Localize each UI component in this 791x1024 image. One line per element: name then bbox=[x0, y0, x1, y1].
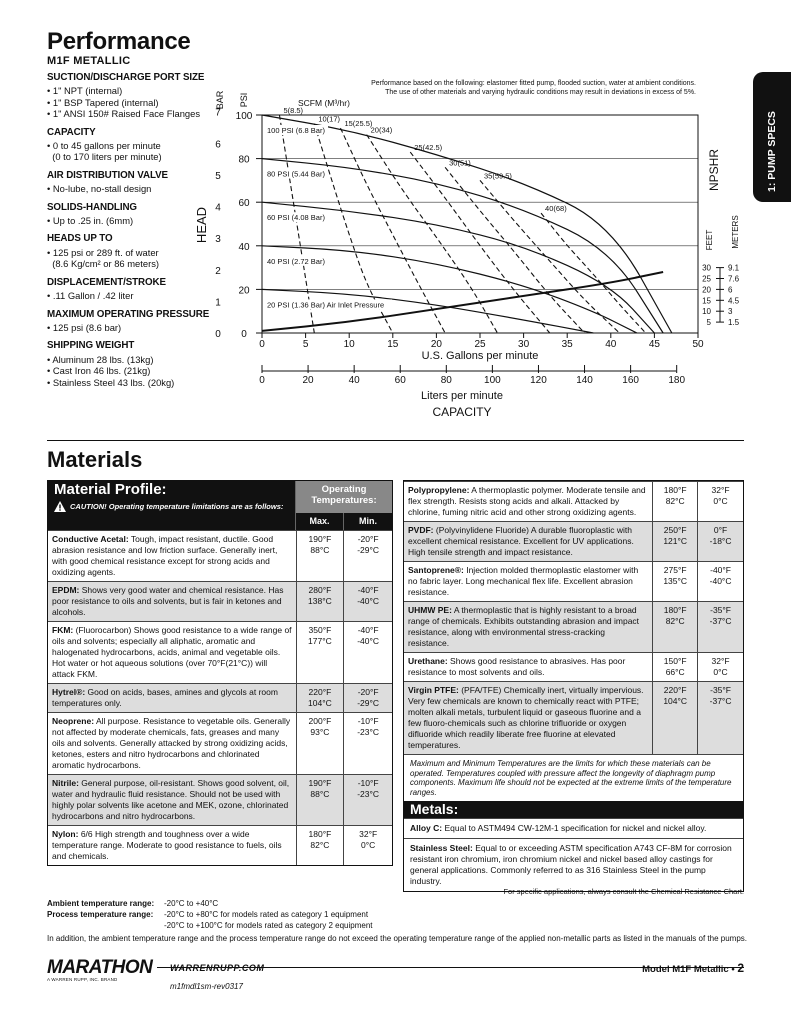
material-profile-table-continued bbox=[403, 480, 744, 892]
marathon-logo[interactable] bbox=[47, 958, 157, 980]
process-label: Process temperature range: bbox=[47, 910, 154, 919]
material-description bbox=[48, 684, 297, 712]
npshr-meters-label: 4.5 bbox=[728, 296, 740, 306]
max-temp: 250°F 121°C bbox=[653, 522, 698, 561]
material-row bbox=[48, 530, 392, 581]
material-name: FKM: bbox=[52, 625, 74, 635]
max-temp: 220°F 104°C bbox=[297, 684, 345, 712]
spec-heading: DISPLACEMENT/STROKE bbox=[47, 276, 166, 288]
npshr-meters-label: 3 bbox=[728, 307, 733, 317]
material-text: (PFA/TFE) Chemically inert, virtually impervious. Very few chemicals are known to chemically react with PTFE; molten alkali metals, turbulent liquid or gaseous fluorine and a few fluoro-chemicals such as chlorine trifluoride or oxygen difluoride which readily liberate free fluorine at elevated temperatures. bbox=[408, 685, 644, 750]
scfm-curve bbox=[541, 213, 646, 333]
material-description bbox=[404, 482, 653, 521]
meters-label: METERS bbox=[731, 215, 740, 249]
spec-line: • 125 psi or 289 ft. of water bbox=[47, 246, 159, 258]
material-text: General purpose, oil-resistant. Shows good solvent, oil, water and hydraulic fluid resistance. Should not be used with highly polar solvents like acetone and MEK, ozone, chlorinated hydrocarbons and nitro hydrocarbons. bbox=[52, 778, 290, 821]
bar-tick-label: 3 bbox=[215, 234, 221, 246]
material-row bbox=[404, 521, 743, 561]
materials-title: Materials bbox=[47, 447, 143, 472]
pressure-curve-label: 60 PSI (4.08 Bar) bbox=[267, 213, 325, 223]
process-value-2: -20°C to +100°C for models rated as category 2 equipment bbox=[164, 921, 373, 930]
capacity-label: CAPACITY bbox=[432, 405, 492, 419]
min-temp: 32°F 0°C bbox=[359, 829, 378, 850]
spec-line: • Cast Iron 46 lbs. (21kg) bbox=[47, 365, 151, 377]
max-temp: 150°F 66°C bbox=[653, 653, 698, 681]
psi-tick-label: 80 bbox=[238, 154, 250, 166]
material-row bbox=[404, 481, 743, 521]
psi-tick-label: 60 bbox=[238, 198, 250, 210]
material-name: Polypropylene: bbox=[408, 485, 470, 495]
gpm-tick-label: 40 bbox=[605, 339, 617, 350]
spec-line: • .11 Gallon / .42 liter bbox=[47, 290, 134, 302]
material-row bbox=[48, 774, 392, 825]
npshr-meters-label: 1.5 bbox=[728, 318, 740, 328]
operating-temps-header: Operating Temperatures: bbox=[296, 481, 392, 513]
max-temp: 180°F 82°C bbox=[653, 482, 698, 521]
page-subtitle: M1F METALLIC bbox=[47, 55, 131, 67]
pressure-curve-label: 40 PSI (2.72 Bar) bbox=[267, 256, 325, 266]
gpm-tick-label: 15 bbox=[387, 339, 399, 350]
scfm-curve-label: 20(34) bbox=[370, 125, 393, 135]
max-temp: 180°F 82°C bbox=[297, 826, 345, 865]
head-axis-label: HEAD bbox=[194, 206, 209, 244]
revision-code: m1fmdl1sm-rev0317 bbox=[170, 982, 243, 991]
material-row bbox=[404, 652, 743, 681]
npshr-meters-label: 9.1 bbox=[728, 263, 740, 273]
material-text: 6/6 High strength and toughness over a wide temperature range. Moderate to good resistance to fuels, oils and chemicals. bbox=[52, 829, 282, 861]
max-temp: 190°F 88°C bbox=[297, 775, 345, 825]
metal-row bbox=[404, 838, 743, 891]
spec-heading: SUCTION/DISCHARGE PORT SIZE bbox=[47, 72, 205, 83]
gpm-axis-label: U.S. Gallons per minute bbox=[421, 350, 539, 362]
material-name: PVDF: bbox=[408, 525, 434, 535]
metal-text: Equal to or exceeding ASTM specification A743 CF-8M for corrosion resistant iron chromium, iron chromium nickel and nickel based alloy castings for general applications. Commonly referred to as 316 Stainless Steel in the pump industry. bbox=[410, 843, 732, 886]
min-temp: -40°F -40°C bbox=[357, 585, 380, 606]
bar-tick-label: 6 bbox=[215, 139, 221, 151]
pressure-curve-label: 100 PSI (6.8 Bar) bbox=[267, 126, 325, 135]
psi-tick-label: 100 bbox=[235, 111, 253, 122]
min-temp: -20°F -29°C bbox=[357, 534, 380, 555]
psi-tick-label: 40 bbox=[238, 241, 250, 253]
material-name: Urethane: bbox=[408, 656, 448, 666]
material-text: (Polyvinylidene Fluoride) A durable fluoroplastic with excellent chemical resistance. Excellent for UV applications. High tensile strength and impact resistance. bbox=[408, 525, 634, 557]
metal-name: Alloy C: bbox=[410, 823, 443, 833]
material-text: All purpose. Resistance to vegetable oils. Generally not affected by moderate chemicals, fats, greases and many oils and solvents. Generally attacked by strong oxidizing acids, ketones, esters and nitro hydrocarbons and chlorinated aromatic hydrocarbons. bbox=[52, 716, 291, 770]
material-name: Hytrel®: bbox=[52, 687, 86, 697]
metal-row bbox=[404, 818, 743, 838]
min-temp: -10°F -23°C bbox=[357, 778, 380, 799]
min-temp: 32°F 0°C bbox=[711, 485, 730, 506]
bar-tick-label: 5 bbox=[215, 170, 221, 182]
lpm-tick-label: 120 bbox=[530, 375, 547, 386]
bar-tick-label: 7 bbox=[215, 107, 221, 119]
gpm-tick-label: 25 bbox=[474, 339, 486, 350]
scfm-curve-label: 5(8.5) bbox=[283, 106, 304, 115]
spec-line: • 1" NPT (internal) bbox=[47, 85, 123, 97]
performance-chart bbox=[190, 70, 750, 430]
material-row bbox=[48, 581, 392, 621]
material-name: Neoprene: bbox=[52, 716, 95, 726]
scfm-curve-label: 10(17) bbox=[318, 114, 341, 124]
material-text: A thermoplastic that is highly resistant to a broad range of chemicals. Exhibits outstanding abrasion and impact resistance, along with environmental stress-cracking resistance. bbox=[408, 605, 640, 648]
material-text: (Fluorocarbon) Shows good resistance to a wide range of oils and solvents; especially all aliphatic, aromatic and halogenated hydrocarbons, acids, animal and vegetable oils. Hot water or hot aqueous solutions (over 70°F(21°C)) will attack FKM. bbox=[52, 625, 292, 679]
material-row bbox=[48, 825, 392, 865]
scfm-curve-label: 15(25.5) bbox=[344, 119, 373, 129]
min-temp: -40°F -40°C bbox=[357, 625, 380, 646]
ambient-value: -20°C to +40°C bbox=[164, 899, 219, 908]
material-text: Injection molded thermoplastic elastomer with no fabric layer. Long mechanical flex life. Excellent abrasion resistance. bbox=[408, 565, 639, 597]
spec-line: • Stainless Steel 43 lbs. (20kg) bbox=[47, 376, 175, 388]
max-temp: 180°F 82°C bbox=[653, 602, 698, 652]
bar-tick-label: 4 bbox=[215, 202, 221, 214]
max-temp: 280°F 138°C bbox=[297, 582, 345, 621]
process-value-1: -20°C to +80°C for models rated as category 1 equipment bbox=[164, 910, 369, 919]
spec-heading: SHIPPING WEIGHT bbox=[47, 340, 135, 352]
spec-heading: CAPACITY bbox=[47, 126, 96, 138]
min-temp: -40°F -40°C bbox=[709, 565, 732, 586]
material-text: Tough, impact resistant, ductile. Good abrasion resistance and low friction surface. Generally inert, with good chemical resistance except for strong acids and oxidizing agents. bbox=[52, 534, 278, 577]
npshr-feet-label: 5 bbox=[706, 318, 711, 328]
spec-line: • 0 to 45 gallons per minute bbox=[47, 140, 161, 152]
spec-line: • 1" BSP Tapered (internal) bbox=[47, 96, 159, 108]
scfm-curve-label: 30(51) bbox=[449, 158, 471, 168]
gpm-tick-label: 30 bbox=[518, 339, 530, 350]
material-text: Good on acids, bases, amines and glycols at room temperatures only. bbox=[52, 687, 278, 708]
material-description bbox=[404, 522, 653, 561]
gpm-tick-label: 45 bbox=[648, 339, 660, 350]
material-row bbox=[404, 561, 743, 601]
spec-heading: HEADS UP TO bbox=[47, 233, 113, 245]
material-description bbox=[48, 622, 297, 683]
scfm-label: SCFM (M³/hr) bbox=[298, 98, 350, 108]
material-profile-header bbox=[48, 481, 392, 530]
min-header: Min. bbox=[359, 516, 377, 526]
material-row bbox=[48, 683, 392, 712]
lpm-tick-label: 0 bbox=[259, 375, 265, 386]
material-text: Shows good resistance to abrasives. Has poor resistance to most solvents and oils. bbox=[408, 656, 626, 677]
website-link[interactable]: WARRENRUPP.COM bbox=[170, 963, 265, 973]
lpm-tick-label: 20 bbox=[302, 375, 314, 386]
npshr-label: NPSHR bbox=[707, 148, 721, 192]
psi-tick-label: 0 bbox=[241, 329, 247, 340]
max-temp: 275°F 135°C bbox=[653, 562, 698, 601]
gpm-tick-label: 50 bbox=[692, 339, 704, 350]
logo-word: MARATHON bbox=[47, 957, 153, 978]
metals-title: Metals: bbox=[404, 801, 743, 818]
gpm-tick-label: 5 bbox=[302, 339, 309, 350]
material-description bbox=[48, 775, 297, 825]
spec-line: • No-lube, no-stall design bbox=[47, 183, 152, 195]
lpm-tick-label: 80 bbox=[440, 375, 452, 386]
min-temp: -20°F -29°C bbox=[357, 687, 380, 708]
material-text: Shows very good water and chemical resistance. Has poor resistance to oils and solvents, but is fair in ketones and alcohols. bbox=[52, 585, 284, 617]
max-temp: 220°F 104°C bbox=[653, 682, 698, 754]
min-temp: 0°F -18°C bbox=[709, 525, 732, 546]
material-row bbox=[48, 712, 392, 774]
max-temp: 350°F 177°C bbox=[297, 622, 345, 683]
min-temp: -35°F -37°C bbox=[709, 605, 732, 626]
spec-line: (8.6 Kg/cm² or 86 meters) bbox=[47, 258, 160, 270]
chart-note-1: Performance based on the following: elastomer fitted pump, flooded suction, water at ambient conditions. bbox=[371, 80, 696, 87]
bar-tick-label: 2 bbox=[215, 265, 221, 277]
lpm-tick-label: 60 bbox=[394, 375, 406, 386]
spec-heading: MAXIMUM OPERATING PRESSURE bbox=[47, 308, 210, 320]
spec-line: (0 to 170 liters per minute) bbox=[47, 151, 162, 163]
material-row bbox=[48, 621, 392, 683]
lpm-tick-label: 160 bbox=[622, 375, 639, 386]
material-description bbox=[404, 602, 653, 652]
model-label: Model M1F Metallic • bbox=[642, 964, 738, 975]
material-description bbox=[48, 582, 297, 621]
min-temp: 32°F 0°C bbox=[711, 656, 730, 677]
npshr-feet-label: 25 bbox=[702, 274, 711, 284]
npshr-feet-label: 15 bbox=[702, 296, 711, 306]
material-profile-table bbox=[47, 480, 393, 866]
material-name: Nitrile: bbox=[52, 778, 79, 788]
material-name: UHMW PE: bbox=[408, 605, 452, 615]
lpm-axis-label: Liters per minute bbox=[421, 390, 503, 402]
lpm-tick-label: 140 bbox=[576, 375, 593, 386]
lpm-tick-label: 40 bbox=[348, 375, 360, 386]
material-description bbox=[48, 713, 297, 774]
npshr-feet-label: 10 bbox=[702, 307, 711, 317]
temperature-note: Maximum and Minimum Temperatures are the limits for which these materials can be operated. Temperatures coupled with pressure affect the longevity of diaphragm pump components. Maximum life should not be expected at the extreme limits of the temperature ranges. bbox=[404, 754, 743, 801]
material-name: Nylon: bbox=[52, 829, 79, 839]
section-divider bbox=[47, 440, 744, 441]
material-name: Conductive Acetal: bbox=[52, 534, 129, 544]
gpm-tick-label: 10 bbox=[343, 339, 355, 350]
psi-tick-label: 20 bbox=[238, 285, 250, 297]
spec-line: • 125 psi (8.6 bar) bbox=[47, 321, 122, 333]
gpm-tick-label: 0 bbox=[259, 339, 265, 350]
max-temp: 200°F 93°C bbox=[297, 713, 345, 774]
npshr-meters-label: 7.6 bbox=[728, 274, 740, 284]
material-name: EPDM: bbox=[52, 585, 80, 595]
caution-icon bbox=[54, 501, 66, 512]
material-description bbox=[48, 531, 297, 581]
pressure-curve-label: 20 PSI (1.36 Bar) Air Inlet Pressure bbox=[267, 300, 385, 310]
temperature-ranges bbox=[47, 898, 373, 931]
spec-line: • Aluminum 28 lbs. (13kg) bbox=[47, 353, 154, 365]
lpm-tick-label: 100 bbox=[484, 375, 501, 386]
feet-label: FEET bbox=[705, 229, 714, 251]
metal-name: Stainless Steel: bbox=[410, 843, 473, 853]
scfm-curve-label: 25(42.5) bbox=[414, 143, 443, 153]
min-temp: -35°F -37°C bbox=[709, 685, 732, 706]
material-profile-title: Material Profile: bbox=[54, 481, 167, 498]
npshr-meters-label: 6 bbox=[728, 285, 733, 295]
additional-note: In addition, the ambient temperature range and the process temperature range do not exceed the operating temperature range of the applied non-metallic parts as listed in the manuals of the pumps. bbox=[47, 934, 747, 943]
material-name: Santoprene®: bbox=[408, 565, 464, 575]
scfm-curve bbox=[410, 152, 550, 333]
material-text: A thermoplastic polymer. Moderate tensile and flex strength. Resists stong acids and alkali. Attacked by chlorine, fuming nitric acid and other strong oxidizing agents. bbox=[408, 485, 646, 517]
consult-note: For specific applications, always consult the Chemical Resistance Chart. bbox=[503, 887, 744, 896]
npshr-feet-label: 30 bbox=[702, 263, 711, 273]
min-temp: -10°F -23°C bbox=[357, 716, 380, 737]
material-description bbox=[404, 562, 653, 601]
material-row bbox=[404, 681, 743, 754]
material-name: Virgin PTFE: bbox=[408, 685, 459, 695]
max-temp: 190°F 88°C bbox=[297, 531, 345, 581]
npshr-feet-label: 20 bbox=[702, 285, 711, 295]
logo-tag: A WARREN RUPP, INC. BRAND bbox=[47, 977, 118, 982]
metal-text: Equal to ASTM494 CW-12M-1 specification for nickel and nickel alloy. bbox=[442, 823, 707, 833]
bar-axis-label: BAR bbox=[215, 90, 225, 110]
page-title: Performance bbox=[47, 28, 191, 55]
spec-line: • 1" ANSI 150# Raised Face Flanges bbox=[47, 108, 201, 120]
ambient-label: Ambient temperature range: bbox=[47, 899, 155, 908]
scfm-curve-label: 40(68) bbox=[545, 204, 567, 214]
pressure-curve-label: 80 PSI (5.44 Bar) bbox=[267, 169, 325, 179]
bar-tick-label: 1 bbox=[215, 297, 221, 309]
side-tab[interactable] bbox=[753, 72, 791, 202]
material-description bbox=[404, 682, 653, 754]
gpm-tick-label: 35 bbox=[561, 339, 573, 350]
spec-line: • Up to .25 in. (6mm) bbox=[47, 215, 134, 227]
lpm-tick-label: 180 bbox=[668, 375, 686, 386]
chart-note-2: The use of other materials and varying hydraulic conditions may result in deviations in excess of 5%. bbox=[385, 89, 696, 96]
material-description bbox=[404, 653, 653, 681]
psi-axis-label: PSI bbox=[239, 92, 249, 108]
side-tab-label: 1: PUMP SPECS bbox=[766, 111, 778, 192]
material-description bbox=[48, 826, 297, 865]
spec-heading: AIR DISTRIBUTION VALVE bbox=[47, 169, 168, 181]
material-row bbox=[404, 601, 743, 652]
caution-text: CAUTION! Operating temperature limitations are as follows: bbox=[70, 502, 284, 511]
spec-heading: SOLIDS-HANDLING bbox=[47, 201, 137, 213]
bar-tick-label: 0 bbox=[215, 329, 221, 340]
max-header: Max. bbox=[296, 513, 344, 530]
gpm-tick-label: 20 bbox=[430, 339, 442, 350]
page-number: 2 bbox=[737, 961, 744, 975]
model-page bbox=[642, 961, 744, 975]
scfm-curve-label: 35(59.5) bbox=[484, 171, 512, 181]
